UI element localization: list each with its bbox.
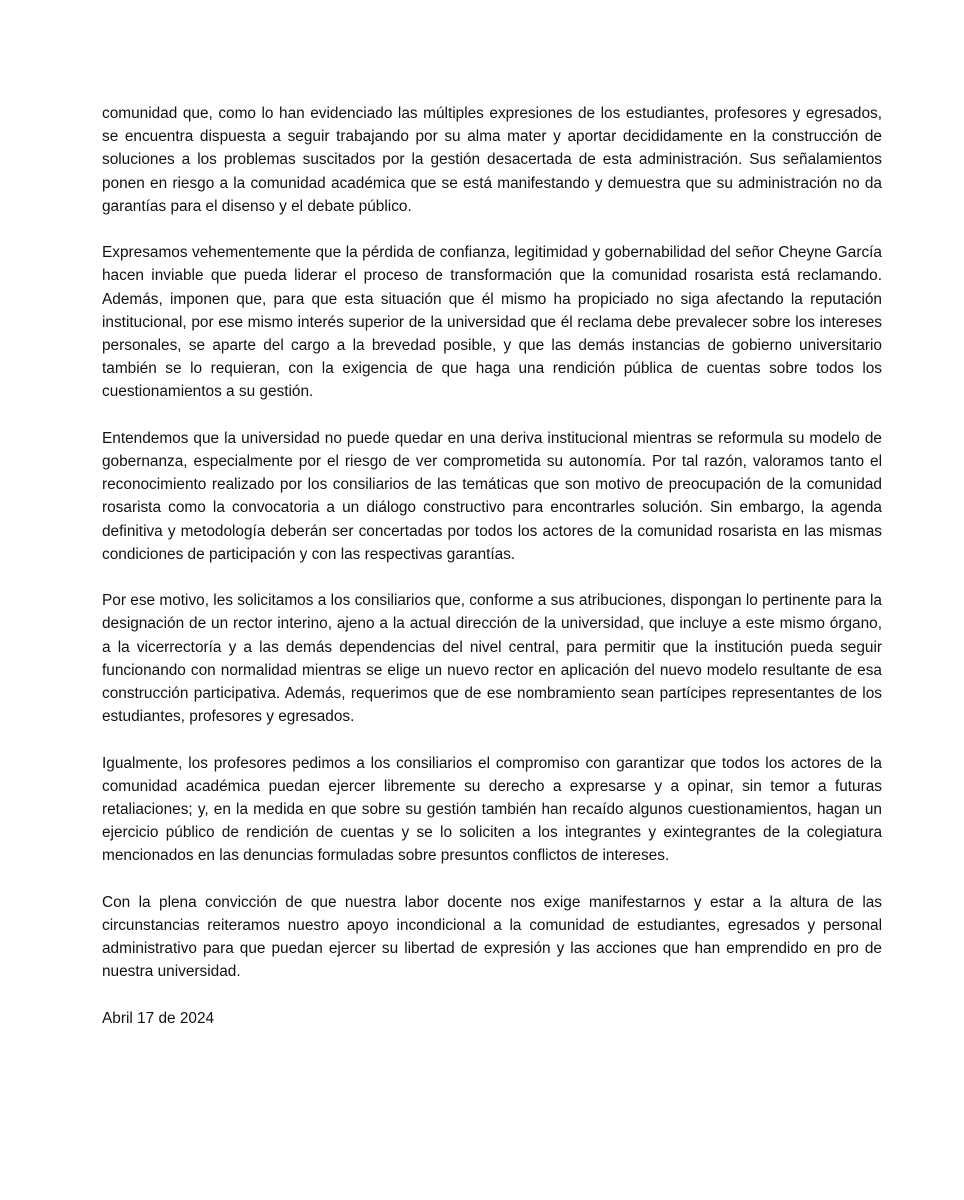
paragraph-4: Por ese motivo, les solicitamos a los consiliarios que, conforme a sus atribuciones, dispongan lo pertinente para la designación de un rector interino, ajeno a la actual dirección de la universidad, que incluye a este mismo órgano, a la vicerrectoría y a las demás dependencias del nivel central, para permitir que la institución pueda seguir funcionando con normalidad mientras se elige un nuevo rector en aplicación del nuevo modelo resultante de esa construcción participativa. Además, requerimos que de ese nombramiento sean partícipes representantes de los estudiantes, profesores y egresados. <box>102 592 882 726</box>
paragraph-6: Con la plena convicción de que nuestra labor docente nos exige manifestarnos y estar a la altura de las circunstancias reiteramos nuestro apoyo incondicional a la comunidad de estudiantes, egresados y personal administrativo para que puedan ejercer su libertad de expresión y las acciones que han emprendido en pro de nuestra universidad. <box>102 893 882 981</box>
paragraph-2: Expresamos vehementemente que la pérdida de confianza, legitimidad y gobernabilidad del señor Cheyne García hacen inviable que pueda liderar el proceso de transformación que la comunidad rosarista está reclamando. Además, imponen que, para que esta situación que él mismo ha propiciado no siga afectando la reputación institucional, por ese mismo interés superior de la universidad que él reclama debe prevalecer sobre los intereses personales, se aparte del cargo a la brevedad posible, y que las demás instancias de gobierno universitario también se lo requieran, con la exigencia de que haga una rendición pública de cuentas sobre todos los cuestionamientos a su gestión. <box>102 244 882 401</box>
paragraph-5: Igualmente, los profesores pedimos a los consiliarios el compromiso con garantizar que todos los actores de la comunidad académica puedan ejercer libremente su derecho a expresarse y a opinar, sin temor a futuras retaliaciones; y, en la medida en que sobre su gestión también han recaído algunos cuestionamientos, hagan un ejercicio público de rendición de cuentas y se lo soliciten a los integrantes y exintegrantes de la colegiatura mencionados en las denuncias formuladas sobre presuntos conflictos de intereses. <box>102 754 882 865</box>
paragraph-1: comunidad que, como lo han evidenciado las múltiples expresiones de los estudiantes, profesores y egresados, se encuentra dispuesta a seguir trabajando por su alma mater y aportar decididamente en la construcción de soluciones a los problemas suscitados por la gestión desacertada de esta administración. Sus señalamientos ponen en riesgo a la comunidad académica que se está manifestando y demuestra que su administración no da garantías para el disenso y el debate público. <box>102 105 882 215</box>
document-date: Abril 17 de 2024 <box>102 1009 215 1027</box>
document-page <box>102 102 882 1030</box>
paragraph-3: Entendemos que la universidad no puede quedar en una deriva institucional mientras se reformula su modelo de gobernanza, especialmente por el riesgo de ver comprometida su autonomía. Por tal razón, valoramos tanto el reconocimiento realizado por los consiliarios de las temáticas que son motivo de preocupación de la comunidad rosarista como la convocatoria a un diálogo constructivo para encontrarles solución. Sin embargo, la agenda definitiva y metodología deberán ser concertadas por todos los actores de la comunidad rosarista en las mismas condiciones de participación y con las respectivas garantías. <box>102 429 882 563</box>
